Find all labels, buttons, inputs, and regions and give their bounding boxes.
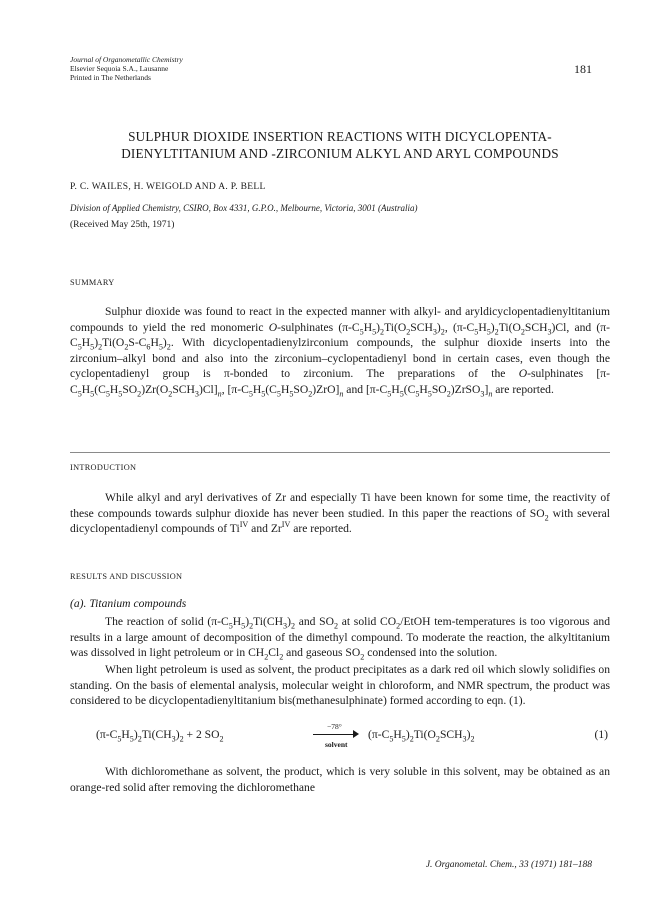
- journal-header: [70, 55, 183, 82]
- arrow-temperature: −78°: [327, 722, 342, 731]
- page-number: 181: [574, 62, 592, 76]
- introduction-text: While alkyl and aryl derivatives of Zr and especially Ti have been known for some time, the reactivity of these compounds towards sulphur dioxide has never been studied. In this paper the reactions of $SO_2$ with several dicyclopentadienyl compounds of $Ti^{IV}$ and $Zr^{IV}$ are reported.: [70, 491, 610, 536]
- journal-citation-footer: J. Organometal. Chem., 33 (1971) 181–188: [425, 860, 592, 870]
- title-line-2: DIENYLTITANIUM AND -ZIRCONIUM ALKYL AND ARYL COMPOUNDS: [121, 146, 559, 161]
- authors: P. C. WAILES, H. WEIGOLD AND A. P. BELL: [70, 182, 266, 192]
- affiliation: Division of Applied Chemistry, CSIRO, Box 4331, G.P.O., Melbourne, Victoria, 3001 (Australia): [70, 203, 418, 213]
- summary-text: Sulphur dioxide was found to react in the expected manner with alkyl- and aryldicyclopentadienyltitanium compounds to yield the red monomeric O-sulphinates $(\pi-C_5H_5)_2Ti(O_2SCH_3)_2$, $(\pi-C_5H_5)_2Ti(O_2SCH_3)Cl$, and $(\pi-C_5H_5)_2Ti(O_2S-C_6H_5)_2$. With dicyclopentadienylzirconium compounds, the sulphur dioxide inserts into the zirconium–alkyl bond and also into the zirconium–cyclopentadienyl bond in certain cases, even though the cyclopentadienyl group is π-bonded to zirconium. The preparations of the O-sulphinates $[\pi-C_5H_5(C_5H_5SO_2)Zr(O_2SCH_3)Cl]_n$, $[\pi-C_5H_5(C_5H_5SO_2)ZrO]_n$ and $[\pi-C_5H_5(C_5H_5SO_2)ZrSO_3]_n$ are reported.: [70, 305, 611, 399]
- article-title: [70, 128, 610, 162]
- section-divider: [70, 452, 610, 453]
- title-line-1: SULPHUR DIOXIDE INSERTION REACTIONS WITH DICYCLOPENTA-: [128, 129, 552, 144]
- titanium-subheading: (a). Titanium compounds: [70, 597, 187, 610]
- results-heading: RESULTS AND DISCUSSION: [70, 572, 183, 581]
- equation-rhs: $(\pi-C_5H_5)_2Ti(O_2SCH_3)_2$: [368, 728, 475, 744]
- introduction-heading: INTRODUCTION: [70, 463, 137, 472]
- publisher: Elsevier Sequoia S.A., Lausanne: [70, 64, 169, 73]
- equation-1: [96, 722, 616, 756]
- arrow-head-icon: [353, 730, 359, 738]
- arrow-line: [313, 734, 357, 735]
- equation-lhs: $(\pi-C_5H_5)_2Ti(CH_3)_2 + 2$ $SO_2$: [96, 728, 224, 744]
- received-date: (Received May 25th, 1971): [70, 220, 175, 230]
- arrow-solvent: solvent: [325, 740, 348, 749]
- printed-in: Printed in The Netherlands: [70, 73, 151, 82]
- summary-heading: SUMMARY: [70, 278, 115, 287]
- journal-name: Journal of Organometallic Chemistry: [70, 55, 183, 64]
- results-paragraph-2: When light petroleum is used as solvent, the product precipitates as a dark red oil which slowly solidifies on standing. On the basis of elemental analysis, molecular weight in chloroform, and NMR spectrum, the product was considered to be dicyclopentadienyltitanium bis(methanesulphinate) formed according to eqn. (1).: [70, 663, 610, 708]
- equation-number: (1): [594, 728, 608, 741]
- results-paragraph-3: With dichloromethane as solvent, the product, which is very soluble in this solvent, may be obtained as an orange-red solid after removing the dichloromethane: [70, 765, 610, 794]
- results-paragraph-1: The reaction of solid $(\pi-C_5H_5)_2Ti(CH_3)_2$ and $SO_2$ at solid $CO_2$/EtOH tem-temperatures is too vigorous and results in a large amount of decomposition of the dimethyl compound. To moderate the reaction, the alkyltitanium was dissolved in light petroleum or in $CH_2Cl_2$ and gaseous $SO_2$ condensed into the solution.: [70, 615, 611, 662]
